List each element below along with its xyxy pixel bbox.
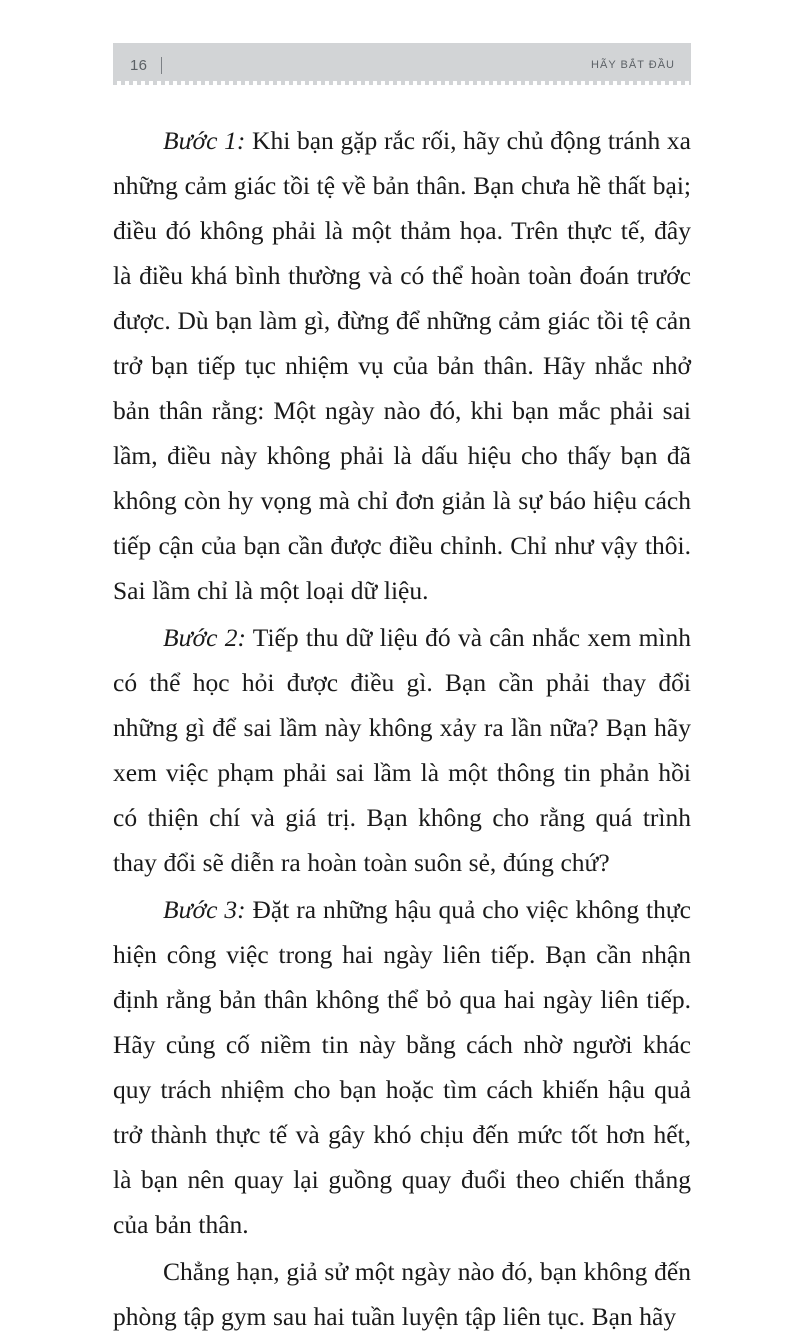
step-label-3: Bước 3: bbox=[163, 895, 246, 924]
paragraph-text-4: Chẳng hạn, giả sử một ngày nào đó, bạn không đến phòng tập gym sau hai tuần luyện tập liên tục. Bạn hãy bbox=[113, 1257, 691, 1331]
paragraph-text-2: Tiếp thu dữ liệu đó và cân nhắc xem mình có thể học hỏi được điều gì. Bạn cần phải thay đổi những gì để sai lầm này không xảy ra lần nữa? Bạn hãy xem việc phạm phải sai lầm là một thông tin phản hồi có thiện chí và giá trị. Bạn không cho rằng quá trình thay đổi sẽ diễn ra hoàn toàn suôn sẻ, đúng chứ? bbox=[113, 623, 691, 877]
step-label-1: Bước 1: bbox=[163, 126, 246, 155]
body-text-block bbox=[113, 118, 691, 1339]
paragraph-text-3: Đặt ra những hậu quả cho việc không thực hiện công việc trong hai ngày liên tiếp. Bạn cần nhận định rằng bản thân không thể bỏ qua hai ngày liên tiếp. Hãy củng cố niềm tin này bằng cách nhờ người khác quy trách nhiệm cho bạn hoặc tìm cách khiến hậu quả trở thành thực tế và gây khó chịu đến mức tốt hơn hết, là bạn nên quay lại guồng quay đuổi theo chiến thắng của bản thân. bbox=[113, 895, 691, 1239]
paragraph-example bbox=[113, 1249, 691, 1339]
paragraph-step-1 bbox=[113, 118, 691, 613]
step-label-2: Bước 2: bbox=[163, 623, 246, 652]
chapter-running-title: HÃY BẮT ĐẦU bbox=[591, 59, 675, 71]
running-header bbox=[113, 43, 691, 87]
paragraph-text-1: Khi bạn gặp rắc rối, hãy chủ động tránh xa những cảm giác tồi tệ về bản thân. Bạn chưa hề thất bại; điều đó không phải là một thảm họa. Trên thực tế, đây là điều khá bình thường và có thể hoàn toàn đoán trước được. Dù bạn làm gì, đừng để những cảm giác tồi tệ cản trở bạn tiếp tục nhiệm vụ của bản thân. Hãy nhắc nhở bản thân rằng: Một ngày nào đó, khi bạn mắc phải sai lầm, điều này không phải là dấu hiệu cho thấy bạn đã không còn hy vọng mà chỉ đơn giản là sự báo hiệu cách tiếp cận của bạn cần được điều chỉnh. Chỉ như vậy thôi. Sai lầm chỉ là một loại dữ liệu. bbox=[113, 126, 691, 605]
paragraph-step-3 bbox=[113, 887, 691, 1247]
page-number: 16 bbox=[130, 56, 148, 74]
folio-separator-rule bbox=[161, 57, 162, 74]
paragraph-step-2 bbox=[113, 615, 691, 885]
